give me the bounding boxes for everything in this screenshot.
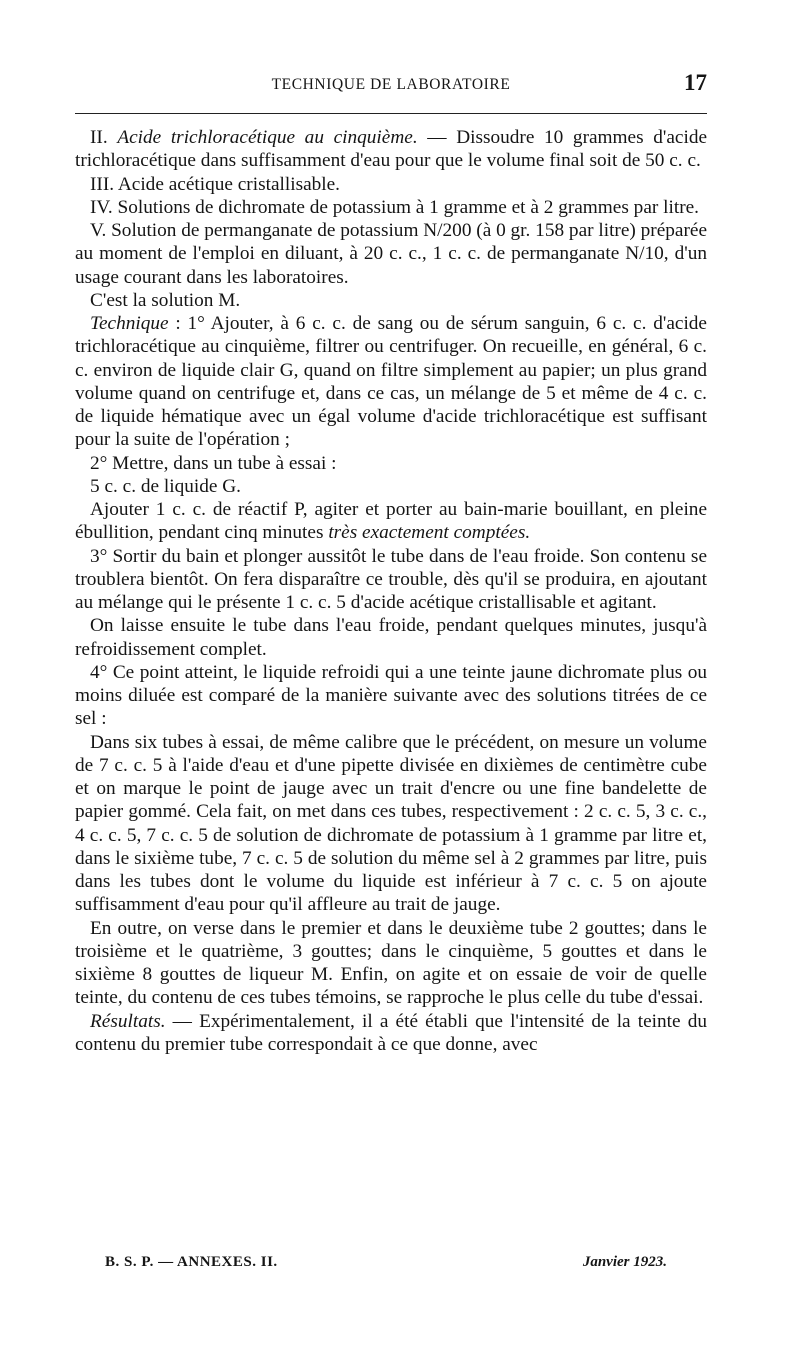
header-rule [75, 113, 707, 114]
running-header [75, 70, 707, 100]
item-label: II. [90, 127, 108, 148]
footer [105, 1254, 667, 1276]
body-text [75, 126, 707, 1056]
paragraph-reagent-ii [75, 126, 707, 173]
paragraph-add-reagent [75, 498, 707, 545]
paragraph-text: — Expérimentalement, il a été établi que l'intensité de la teinte du contenu du premier tube correspondait à ce que donne, avec [75, 1010, 707, 1055]
section-title: Résultats. [90, 1010, 166, 1032]
emphasis: très exactement comptées. [328, 522, 531, 544]
page-number: 17 [684, 70, 707, 95]
paragraph-results [75, 1010, 707, 1057]
paragraph-technique [75, 312, 707, 452]
paragraph-cooling: On laisse ensuite le tube dans l'eau froide, pendant quelques minutes, jusqu'à refroidissement complet. [75, 615, 707, 660]
paragraph-text: — Dissoudre 10 grammes d'acide trichloracétique dans suffisamment d'eau pour que le volume final soit de 50 c. c. [75, 127, 708, 172]
paragraph-reagent-iii: III. Acide acétique cristallisable. [90, 173, 341, 195]
paragraph-step-3: 3° Sortir du bain et plonger aussitôt le tube dans de l'eau froide. Son contenu se troublera bientôt. On fera disparaître ce trouble, dès qu'il se produira, en ajoutant au mélange qui le présente 1 c. c. 5 d'acide acétique cristallisable et agitant. [75, 545, 707, 613]
section-title: Technique [90, 313, 169, 334]
paragraph-reagent-v: V. Solution de permanganate de potassium N/200 (à 0 gr. 158 par litre) préparée au moment de l'emploi en diluant, à 20 c. c., 1 c. c. de permanganate N/10, d'un usage courant dans les laboratoires. [75, 220, 708, 288]
paragraph-text: : 1° Ajouter, à 6 c. c. de sang ou de sérum sanguin, 6 c. c. d'acide trichloracétique au cinquième, filtrer ou centrifuger. On recueille, en général, 6 c. c. environ de liquide clair G, quand on filtre simplement au papier; un plus grand volume quand on centrifuge et, dans ce cas, un mélange de 5 et même de 4 c. c. de liquide hématique avec un égal volume d'acide trichloracétique est suffisant pour la suite de l'opération ; [75, 313, 707, 451]
paragraph-text: Ajouter 1 c. c. de réactif P, agiter et porter au bain-marie bouillant, en pleine ébullition, pendant cinq minutes [75, 499, 707, 544]
paragraph-step-2: 2° Mettre, dans un tube à essai : [90, 452, 337, 474]
footer-collection: B. S. P. — ANNEXES. II. [105, 1254, 278, 1270]
running-title: TECHNIQUE DE LABORATOIRE [271, 76, 511, 93]
footer-date: Janvier 1923. [582, 1254, 667, 1270]
paragraph-six-tubes: Dans six tubes à essai, de même calibre que le précédent, on mesure un volume de 7 c. c. 5 à l'aide d'eau et d'une pipette divisée en dixièmes de centimètre cube et on marque le point de jauge avec un trait d'encre ou une fine bandelette de papier gommé. Cela fait, on met dans ces tubes, respectivement : 2 c. c. 5, 3 c. c., 4 c. c. 5, 7 c. c. 5 de solution de dichromate de potassium à 1 gramme par litre et, dans le sixième tube, 7 c. c. 5 de solution du même sel à 2 grammes par litre, puis dans les tubes dont le volume du liquide est inférieur à 7 c. c. 5 on ajoute suffisamment d'eau pour qu'il affleure au trait de jauge. [75, 731, 707, 916]
paragraph-drops: En outre, on verse dans le premier et dans le deuxième tube 2 gouttes; dans le troisième et le quatrième, 3 gouttes; dans le cinquième, 5 gouttes et dans le sixième 8 gouttes de liqueur M. Enfin, on agite et on essaie de voir de quelle teinte, du contenu de ces tubes témoins, se rapproche le plus celle du tube d'essai. [75, 917, 707, 1009]
paragraph-solution-m: C'est la solution M. [90, 289, 241, 311]
paragraph-liquid-g: 5 c. c. de liquide G. [90, 475, 241, 497]
paragraph-step-4: 4° Ce point atteint, le liquide refroidi qui a une teinte jaune dichromate plus ou moins diluée est comparé de la manière suivante avec des solutions titrées de ce sel : [75, 661, 707, 730]
paragraph-reagent-iv: IV. Solutions de dichromate de potassium à 1 gramme et à 2 grammes par litre. [90, 196, 699, 218]
reagent-title: Acide trichloracétique au cinquième. [117, 127, 418, 148]
